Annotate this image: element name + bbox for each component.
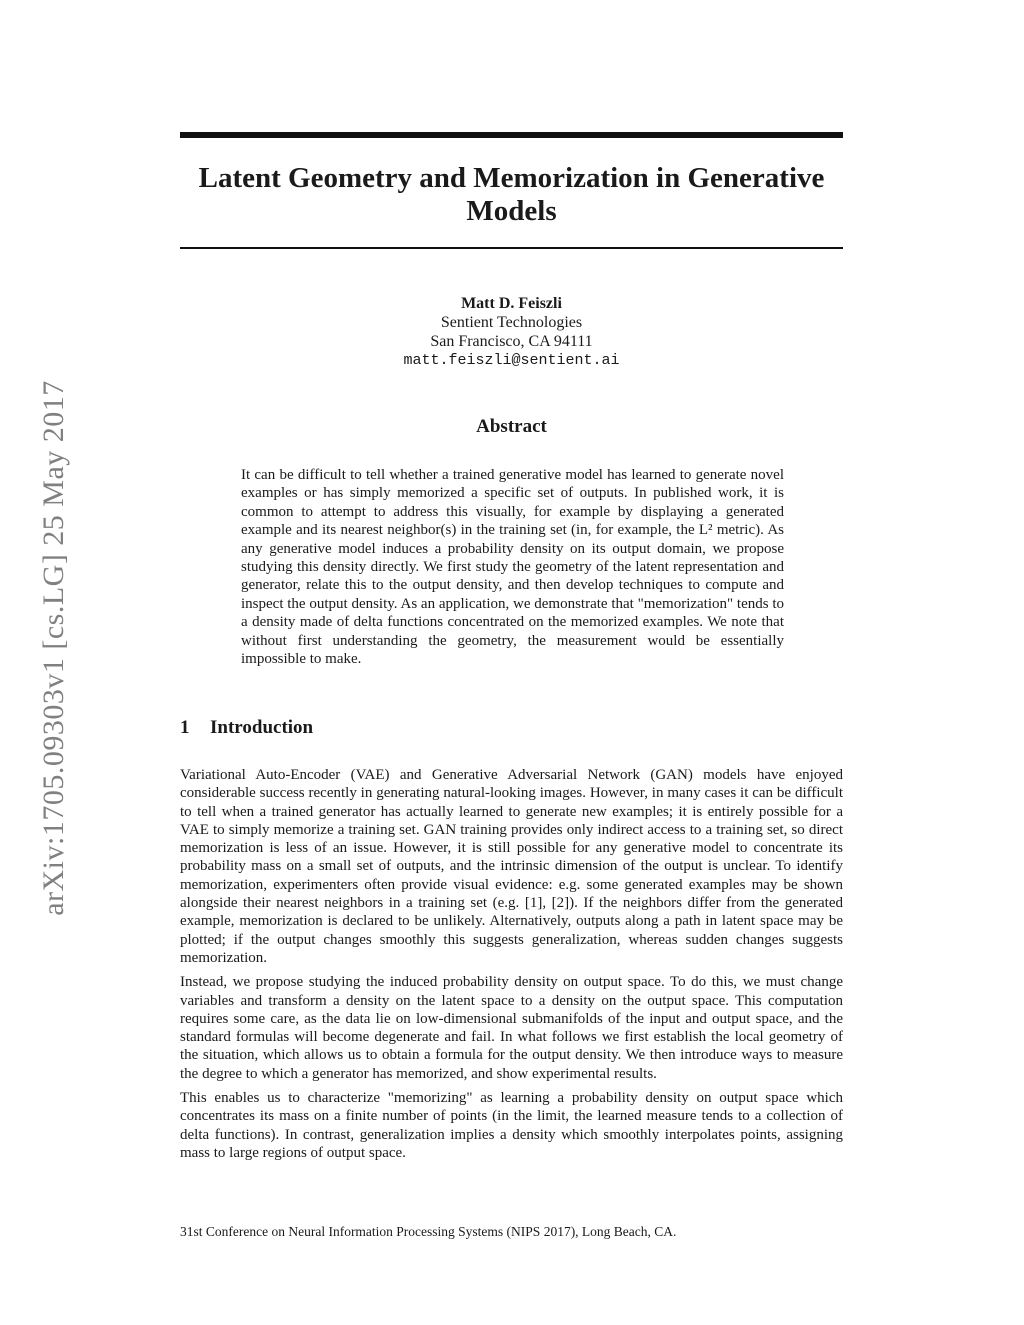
author-name: Matt D. Feiszli — [461, 295, 562, 312]
introduction-body — [180, 766, 843, 1168]
author-location: San Francisco, CA 94111 — [430, 333, 593, 350]
intro-paragraph-1: Variational Auto-Encoder (VAE) and Generative Adversarial Network (GAN) models have enjoyed considerable success recently in generating natural-looking images. However, in many cases it can be difficult to tell when a trained generator has actually learned to generate new examples; it is entirely possible for a VAE to simply memorize a training set. GAN training provides only indirect access to a training set, so direct memorization is less of an issue. However, it is still possible for any generative model to concentrate its probability mass on a small set of outputs, and the intrinsic dimension of the output is unclear. To identify memorization, experimenters often provide visual evidence: e.g. some generated examples may be shown alongside their nearest neighbors in a training set (e.g. [1], [2]). If the neighbors differ from the generated example, memorization is declared to be unlikely. Alternatively, outputs along a path in latent space may be plotted; if the output changes smoothly this suggests generalization, whereas sudden changes suggests memorization. — [180, 767, 843, 966]
section-number: 1 — [180, 717, 190, 738]
intro-paragraph-3: This enables us to characterize "memorizing" as learning a probability density on output space which concentrates its mass on a finite number of points (in the limit, the learned measure tends to a collection of delta functions). In contrast, generalization implies a density which smoothly interpolates points, assigning mass to large regions of output space. — [180, 1090, 843, 1161]
section-heading — [180, 717, 313, 739]
arxiv-identifier: arXiv:1705.09303v1 [cs.LG] 25 May 2017 — [37, 380, 70, 916]
author-affiliation: Sentient Technologies — [440, 314, 583, 331]
intro-paragraph-2: Instead, we propose studying the induced probability density on output space. To do this, we must change variables and transform a density on the latent space to a density on the output space. This computation requires some care, as the data lie on low-dimensional submanifolds of the input and output space, and the standard formulas will become degenerate and fail. In what follows we first establish the local geometry of the situation, which allows us to obtain a formula for the output density. We then introduce ways to measure the degree to which a generator has memorized, and show experimental results. — [180, 974, 843, 1082]
abstract-body: It can be difficult to tell whether a trained generative model has learned to generate novel examples or has simply memorized a specific set of outputs. In published work, it is common to attempt to address this visually, for example by displaying a generated example and its nearest neighbor(s) in the training set (in, for example, the L² metric). As any generative model induces a probability density on its output domain, we propose studying this density directly. We first study the geometry of the latent representation and generator, relate this to the output density, and then develop techniques to compute and inspect the output density. As an application, we demonstrate that "memorization" tends to a density made of delta functions concentrated on the memorized examples. We note that without first understanding the geometry, the measurement would be essentially impossible to make. — [241, 467, 784, 668]
abstract-heading: Abstract — [476, 416, 547, 437]
section-title: Introduction — [210, 717, 314, 738]
author-email: matt.feiszli@sentient.ai — [403, 352, 620, 369]
paper-title: Latent Geometry and Memorization in Generative Models — [198, 162, 825, 227]
author-block — [180, 294, 843, 370]
title-top-rule — [180, 132, 843, 138]
conference-footnote: 31st Conference on Neural Information Processing Systems (NIPS 2017), Long Beach, CA. — [180, 1224, 677, 1239]
title-bottom-rule — [180, 247, 843, 249]
